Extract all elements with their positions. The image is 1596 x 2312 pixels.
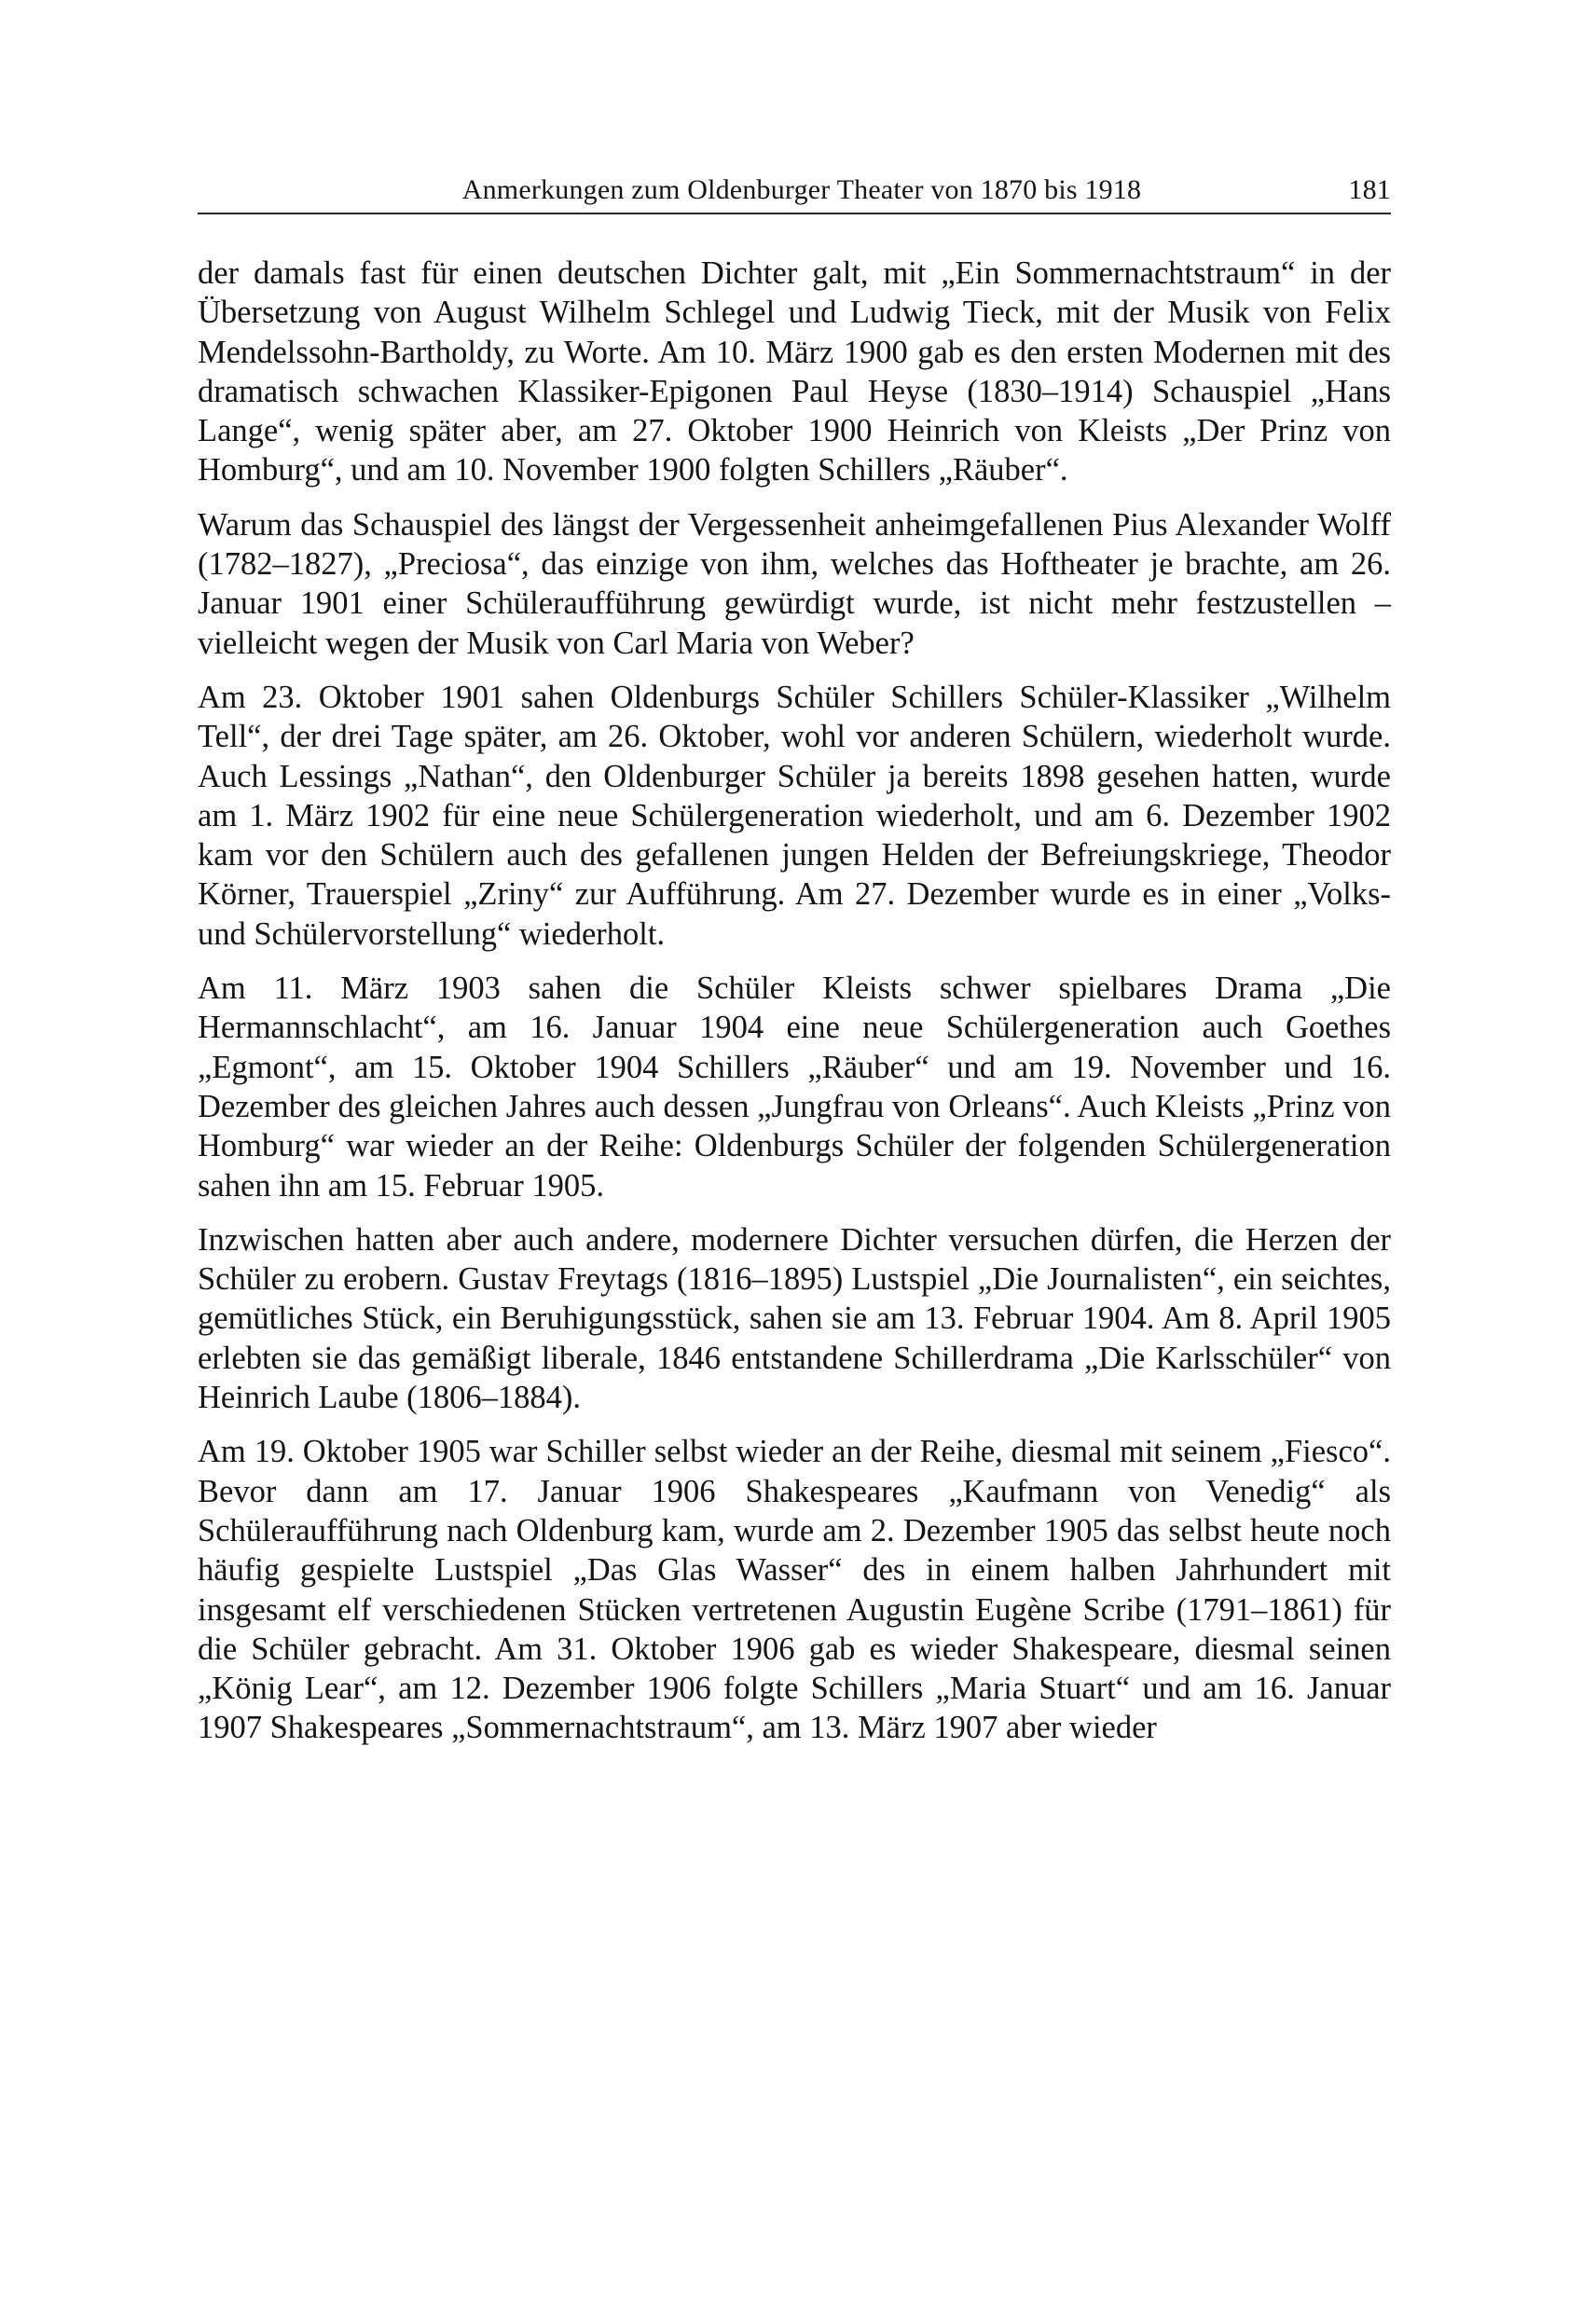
paragraph: Am 11. März 1903 sahen die Schüler Kleists schwer spielbares Drama „Die Hermannschlacht“, am 16. Januar 1904 eine neue Schülergeneration auch Goethes „Egmont“, am 15. Oktober 1904 Schillers „Räuber“ und am 19. November und 16. Dezember des gleichen Jahres auch dessen „Jungfrau von Orleans“. Auch Kleists „Prinz von Homburg“ war wieder an der Reihe: Oldenburgs Schüler der folgenden Schülergeneration sahen ihn am 15. Februar 1905. bbox=[198, 970, 1391, 1204]
running-head bbox=[198, 172, 1391, 214]
paragraph: Inzwischen hatten aber auch andere, modernere Dichter versuchen dürfen, die Herzen der Schüler zu erobern. Gustav Freytags (1816–1895) Lustspiel „Die Journalisten“, ein seichtes, gemütliches Stück, ein Beruhigungsstück, sahen sie am 13. Februar 1904. Am 8. April 1905 erlebten sie das gemäßigt liberale, 1846 entstandene Schillerdrama „Die Karlsschüler“ von Heinrich Laube (1806–1884). bbox=[198, 1221, 1391, 1416]
paragraph: der damals fast für einen deutschen Dichter galt, mit „Ein Sommernachtstraum“ in der Übersetzung von August Wilhelm Schlegel und Ludwig Tieck, mit der Musik von Felix Mendelssohn-Bartholdy, zu Worte. Am 10. März 1900 gab es den ersten Modernen mit des dramatisch schwachen Klassiker-Epigonen Paul Heyse (1830–1914) Schauspiel „Hans Lange“, wenig später aber, am 27. Oktober 1900 Heinrich von Kleists „Der Prinz von Homburg“, und am 10. November 1900 folgten Schillers „Räuber“. bbox=[198, 255, 1391, 489]
paragraph: Am 19. Oktober 1905 war Schiller selbst wieder an der Reihe, diesmal mit seinem „Fiesco“. Bevor dann am 17. Januar 1906 Shakespeares „Kaufmann von Venedig“ als Schüleraufführung nach Oldenburg kam, wurde am 2. Dezember 1905 das selbst heute noch häufig gespielte Lustspiel „Das Glas Wasser“ des in einem halben Jahrhundert mit insgesamt elf verschiedenen Stücken vertretenen Augustin Eugène Scribe (1791–1861) für die Schüler gebracht. Am 31. Oktober 1906 gab es wieder Shakespeare, diesmal seinen „König Lear“, am 12. Dezember 1906 folgte Schillers „Maria Stuart“ und am 16. Januar 1907 Shakespeares „Sommernachtstraum“, am 13. März 1907 aber wieder bbox=[198, 1434, 1391, 1746]
paragraph: Am 23. Oktober 1901 sahen Oldenburgs Schüler Schillers Schüler-Klassiker „Wilhelm Tell“, der drei Tage später, am 26. Oktober, wohl vor anderen Schülern, wiederholt wurde. Auch Lessings „Nathan“, den Oldenburger Schüler ja bereits 1898 gesehen hatten, wurde am 1. März 1902 für eine neue Schülergeneration wiederholt, und am 6. Dezember 1902 kam vor den Schülern auch des gefallenen jungen Helden der Befreiungskriege, Theodor Körner, Trauerspiel „Zriny“ zur Aufführung. Am 27. Dezember wurde es in einer „Volks- und Schülervorstellung“ wiederholt. bbox=[198, 679, 1391, 952]
running-title: Anmerkungen zum Oldenburger Theater von 1870 bis 1918 bbox=[461, 174, 1142, 205]
paragraph: Warum das Schauspiel des längst der Vergessenheit anheimgefallenen Pius Alexander Wolff (1782–1827), „Preciosa“, das einzige von ihm, welches das Hoftheater je brachte, am 26. Januar 1901 einer Schüleraufführung gewürdigt wurde, ist nicht mehr festzustellen – vielleicht wegen der Musik von Carl Maria von Weber? bbox=[198, 506, 1391, 661]
page-number: 181 bbox=[1348, 174, 1391, 205]
body-text bbox=[198, 254, 1391, 1748]
book-page bbox=[198, 172, 1391, 1763]
